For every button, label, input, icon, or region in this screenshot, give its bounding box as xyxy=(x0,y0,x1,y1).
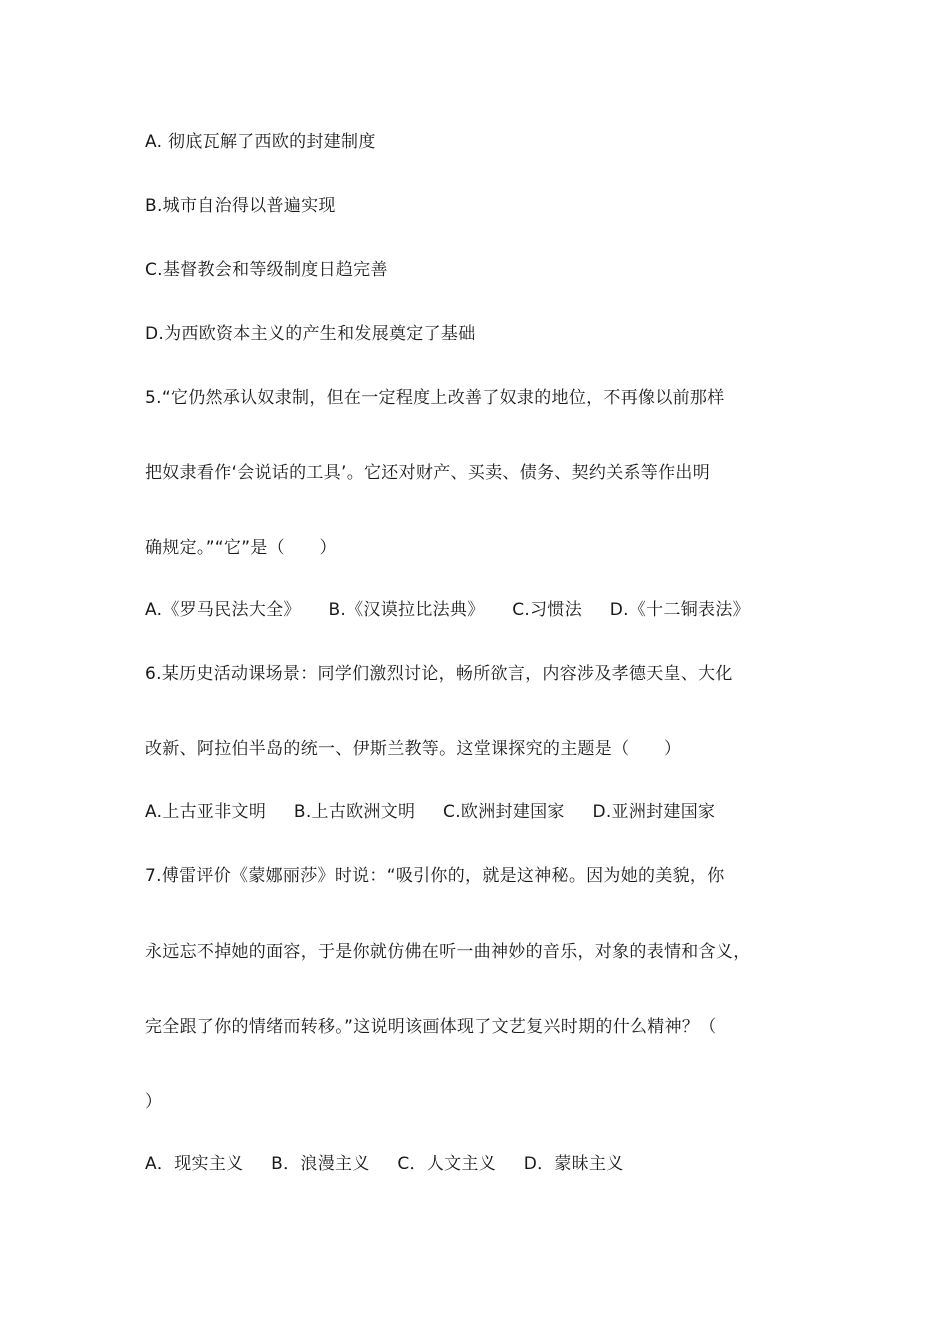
q5-stem-line-1: 5.“它仍然承认奴隶制，但在一定程度上改善了奴隶的地位，不再像以前那样 xyxy=(145,388,725,408)
q7-option-a: A．现实主义 xyxy=(145,1154,244,1174)
q5-option-d: D.《十二铜表法》 xyxy=(609,600,750,620)
q7-stem-line-3: 完全跟了你的情绪而转移。”这说明该画体现了文艺复兴时期的什么精神？（ xyxy=(145,1017,717,1037)
q7-stem-line-2: 永远忘不掉她的面容，于是你就仿佛在听一曲神妙的音乐，对象的表情和含义， xyxy=(145,942,751,962)
q5-stem-line-2: 把奴隶看作‘会说话的工具’。它还对财产、买卖、债务、契约关系等作出明 xyxy=(145,463,711,483)
q7-stem-line-4: ） xyxy=(145,1092,163,1112)
q6-options xyxy=(145,801,715,823)
q4-option-b: B.城市自治得以普遍实现 xyxy=(145,196,336,216)
q4-option-a: A. 彻底瓦解了西欧的封建制度 xyxy=(145,132,376,152)
q7-stem-line-1: 7.傅雷评价《蒙娜丽莎》时说：“吸引你的，就是这神秘。因为她的美貌，你 xyxy=(145,866,725,886)
q4-option-c: C.基督教会和等级制度日趋完善 xyxy=(145,260,388,280)
q6-option-a: A.上古亚非文明 xyxy=(145,802,267,822)
q6-stem-line-2: 改新、阿拉伯半岛的统一、伊斯兰教等。这堂课探究的主题是（ ） xyxy=(145,739,682,759)
q7-option-b: B．浪漫主义 xyxy=(271,1154,370,1174)
q5-option-a: A.《罗马民法大全》 xyxy=(145,600,301,620)
q6-option-c: C.欧洲封建国家 xyxy=(443,802,565,822)
q5-option-c: C.习惯法 xyxy=(512,600,583,620)
q5-stem-line-3: 确规定。”“它”是（ ） xyxy=(145,538,337,558)
q6-stem-line-1: 6.某历史活动课场景：同学们激烈讨论，畅所欲言，内容涉及孝德天皇、大化 xyxy=(145,664,733,684)
q6-option-b: B.上古欧洲文明 xyxy=(293,802,416,822)
q7-option-d: D．蒙昧主义 xyxy=(523,1154,624,1174)
q6-option-d: D.亚洲封建国家 xyxy=(592,802,716,822)
q5-option-b: B.《汉谟拉比法典》 xyxy=(328,600,485,620)
q5-options xyxy=(145,599,750,621)
q4-option-d: D.为西欧资本主义的产生和发展奠定了基础 xyxy=(145,324,476,344)
q7-options xyxy=(145,1153,624,1175)
q7-option-c: C．人文主义 xyxy=(397,1154,497,1174)
